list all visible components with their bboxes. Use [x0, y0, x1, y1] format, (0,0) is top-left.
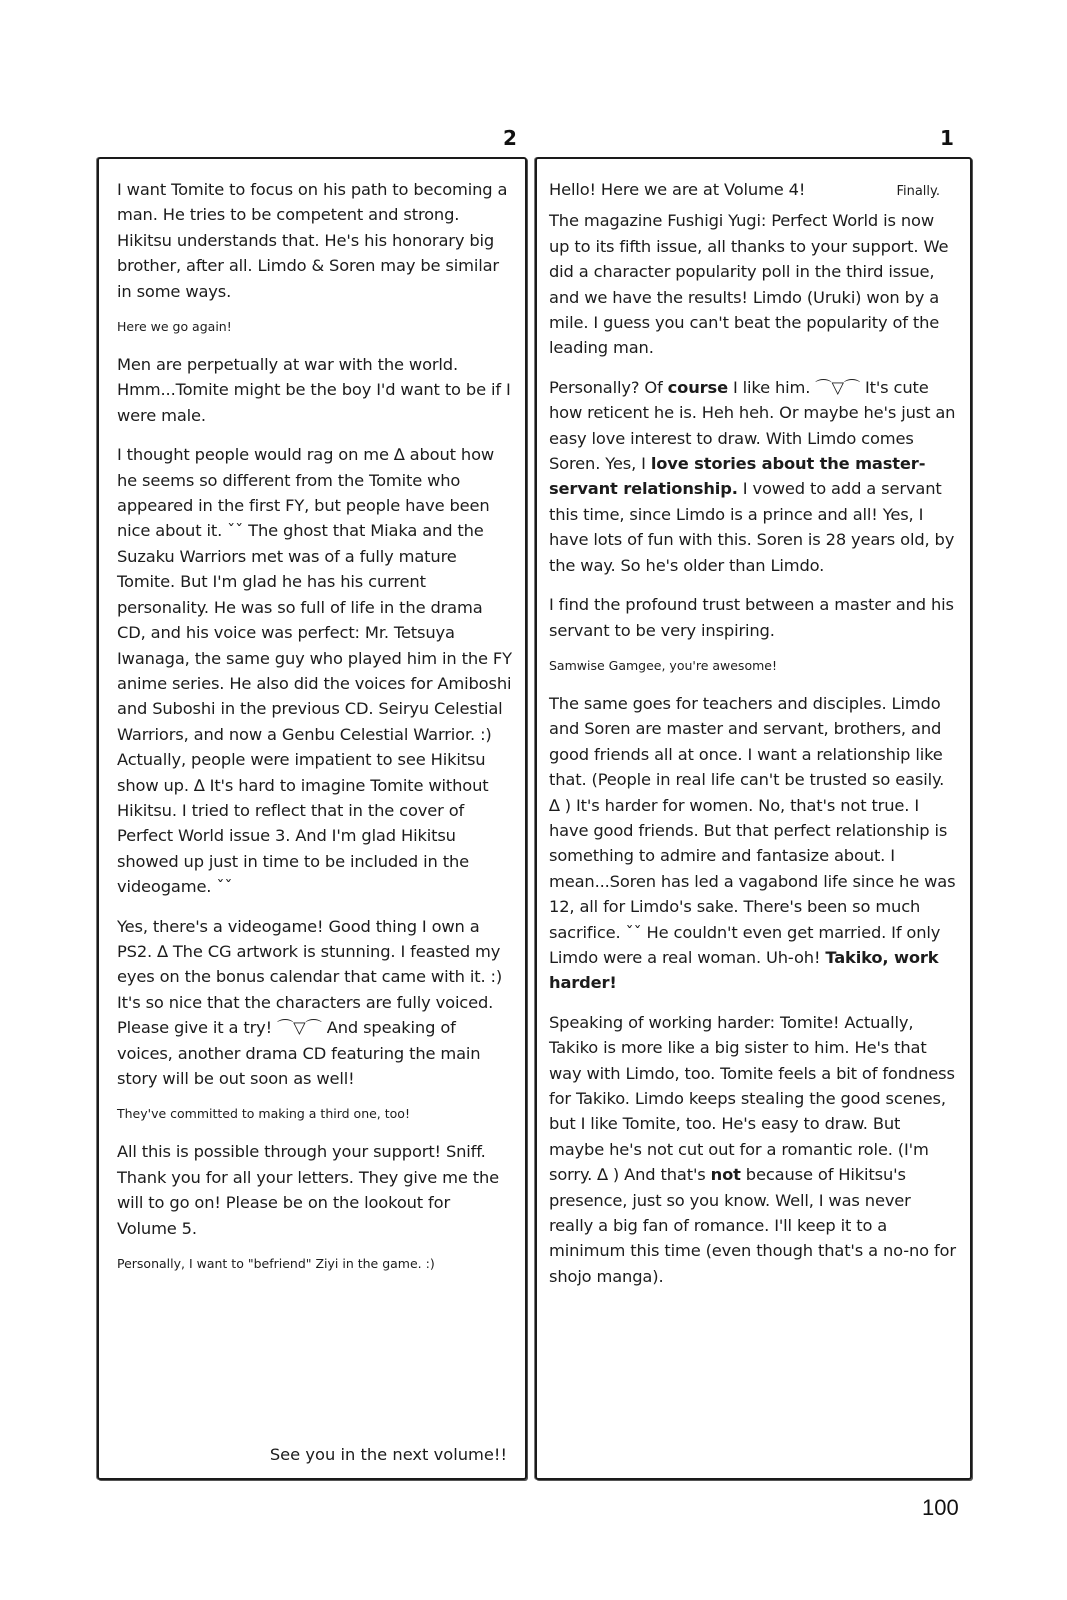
p4-bold-work-harder: Takiko, work harder!	[549, 947, 939, 993]
left-paragraph-5: All this is possible through your support! Sniff. Thank you for all your letters. They give me the will to go on! Please be on the lookout for Volume 5.	[117, 1142, 500, 1238]
left-paragraph-2: Men are perpetually at war with the world. Hmm...Tomite might be the boy I'd want to be if I were male.	[117, 355, 511, 425]
p4-text: The same goes for teachers and disciples. Limdo and Soren are master and servant, brothers, and good friends all at once. I want a relationship like that. (People in real life can't be trusted so easily. ∆ ) It's harder for women. No, that's not true. I have good friends. But that perfect relationship is something to admire and fantasize about. I mean...Soren has led a vagabond life since he was 12, all for Limdo's sake. There's been so much sacrifice. ˇˇ He couldn't even get married. If only Limdo were a real woman. Uh-oh!	[549, 693, 956, 967]
right-paragraph-3: I find the profound trust between a master and his servant to be very inspiring.	[549, 595, 954, 640]
right-hello: Hello! Here we are at Volume 4!	[549, 180, 806, 199]
p2-bold-love-stories: love stories about the master-servant relationship.	[549, 454, 926, 499]
p2-text-end: I vowed to add a servant this time, since Limdo is a prince and all! Yes, I have lots of fun with this. Soren is 28 years old, by the way. So he's older than Limdo.	[549, 479, 955, 575]
closing-line: See you in the next volume!!	[269, 1445, 507, 1464]
right-paragraph-5	[549, 1010, 958, 1289]
p5-text-start: Speaking of working harder: Tomite! Actually, Takiko is more like a big sister to him. He's that way with Limdo, too. Tomite feels a bit of fondness for Takiko. Limdo keeps stealing the good scenes, but I like Tomite, too. He's easy to draw. But maybe he's not cut out for a romantic role. (I'm sorry. ∆ ) And that's	[549, 1012, 955, 1185]
left-paragraph-4: Yes, there's a videogame! Good thing I own a PS2. ∆ The CG artwork is stunning. I feasted my eyes on the bonus calendar that came with it. :) It's so nice that the characters are fully voiced. Please give it a try! ⌒▽⌒ And speaking of voices, another drama CD featuring the main story will be out soon as well!	[117, 916, 503, 1088]
p2-bold-course: course	[667, 377, 728, 397]
left-column-panel	[97, 157, 527, 1480]
p2-text-mid: I like him. ⌒▽⌒ It's cute how reticent he is. Heh heh. Or maybe he's just an easy love interest to draw. With Limdo comes Soren. Yes, I	[549, 377, 956, 474]
left-paragraph-1: I want Tomite to focus on his path to becoming a man. He tries to be competent and strong. Hikitsu understands that. He's his honorary big brother, after all. Limdo & Soren may be similar in some ways.	[117, 180, 508, 301]
p5-bold-not: not	[710, 1165, 741, 1185]
left-aside-1: Here we go again!	[117, 319, 232, 335]
right-aside-1: Samwise Gamgee, you're awesome!	[549, 657, 777, 673]
p2-text-start: Personally? Of	[549, 377, 668, 397]
page-number-left: 2	[503, 126, 517, 150]
right-paragraph-2	[549, 375, 958, 578]
left-aside-2: They've committed to making a third one, too!	[117, 1106, 410, 1122]
left-paragraph-3: I thought people would rag on me ∆ about how he seems so different from the Tomite who appeared in the first FY, but people have been nice about it. ˇˇ The ghost that Miaka and the Suzaku Warriors met was of a fully mature Tomite. But I'm glad he has his current personality. He was so full of life in the drama CD, and his voice was perfect: Mr. Tetsuya Iwanaga, the same guy who played him in the FY anime series. He also did the voices for Amiboshi and Suboshi in the previous CD. Seiryu Celestial Warriors, and now a Genbu Celestial Warrior. :) Actually, people were impatient to see Hikitsu show up. ∆ It's hard to imagine Tomite without Hikitsu. I tried to reflect that in the cover of Perfect World issue 3. And I'm glad Hikitsu showed up just in time to be included in the videogame. ˇˇ	[117, 445, 512, 897]
p5-text-end: because of Hikitsu's presence, just so you know. Well, I was never really a big fan of romance. I'll keep it to a minimum this time (even though that's a no-no for shojo manga).	[549, 1165, 956, 1286]
left-aside-3: Personally, I want to "befriend" Ziyi in the game. :)	[117, 1256, 435, 1272]
page-number-right: 1	[940, 126, 954, 150]
folio-page-number: 100	[922, 1495, 959, 1520]
right-paragraph-4	[549, 691, 958, 996]
hello-row	[549, 177, 958, 202]
right-column-panel	[535, 157, 972, 1480]
right-paragraph-1: The magazine Fushigi Yugi: Perfect World is now up to its fifth issue, all thanks to your support. We did a character popularity poll in the third issue, and we have the results! Limdo (Uruki) won by a mile. I guess you can't beat the popularity of the leading man.	[549, 211, 949, 358]
finally-note: Finally.	[896, 184, 940, 199]
